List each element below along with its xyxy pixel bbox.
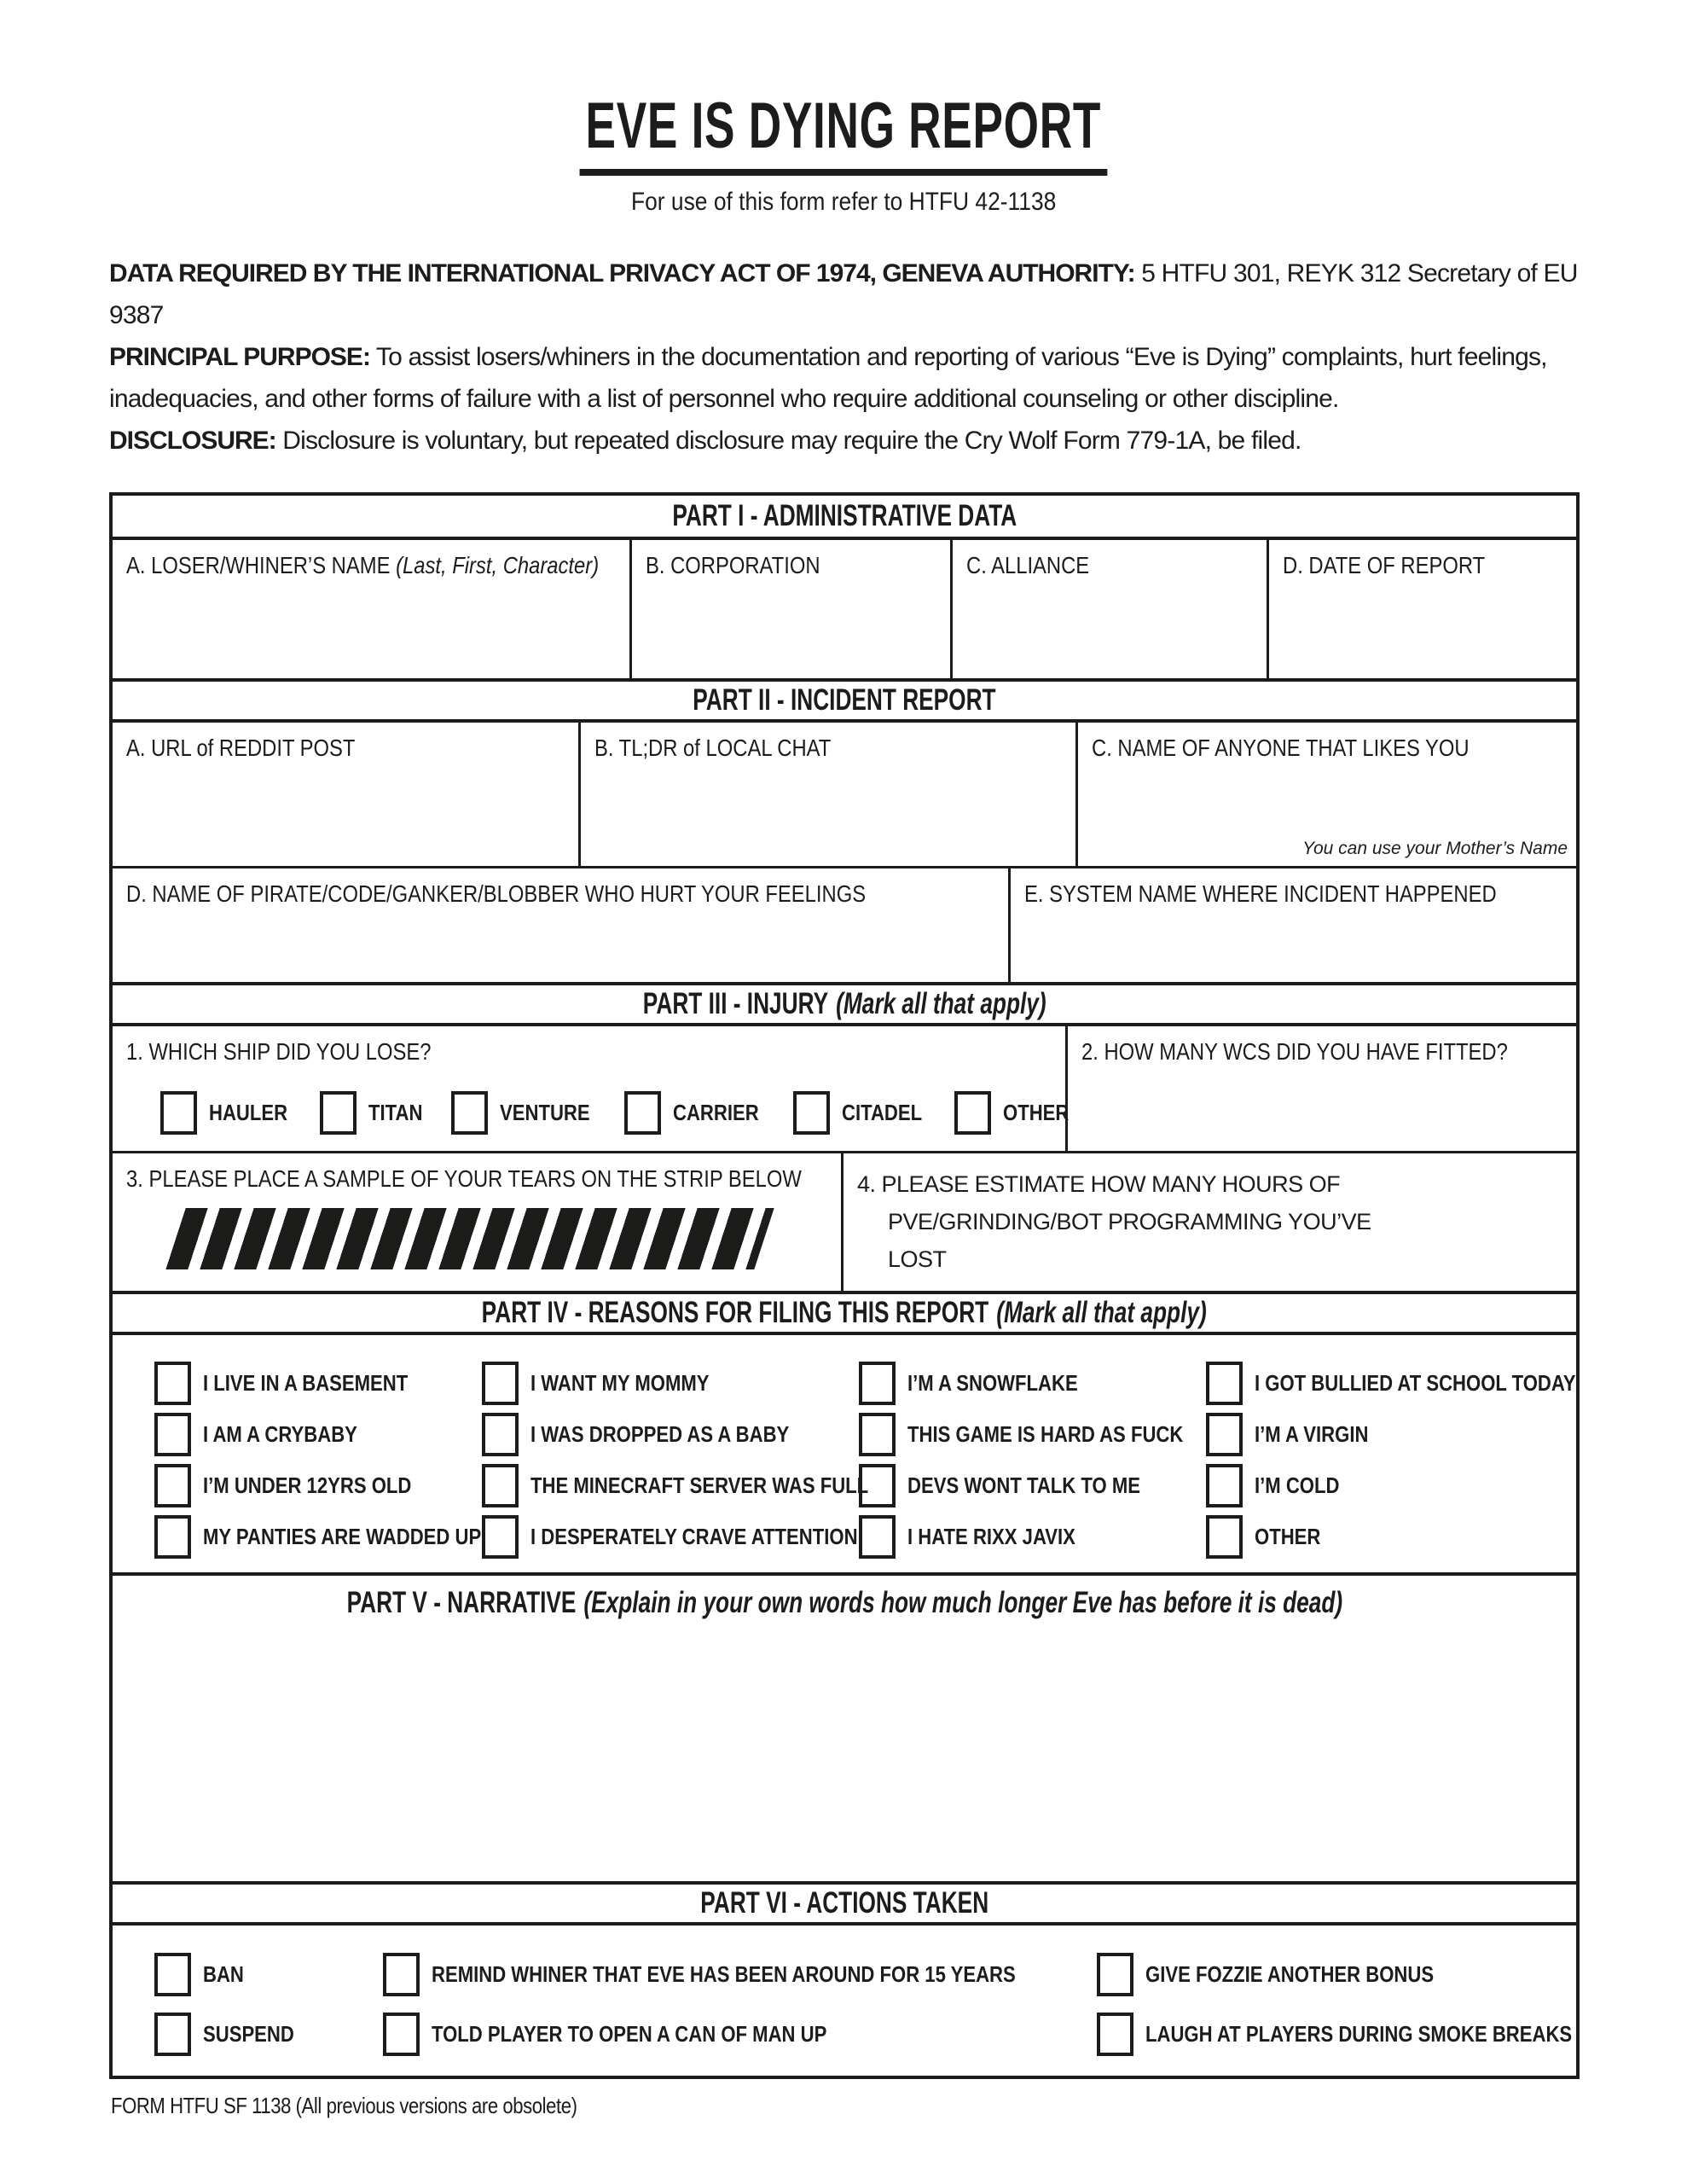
checkbox-live-in-basement[interactable] <box>154 1362 191 1405</box>
checkbox-crave-attention[interactable] <box>482 1515 519 1559</box>
part1-header: PART I - ADMINISTRATIVE DATA <box>113 496 1576 540</box>
part3-row2 <box>113 1151 1576 1291</box>
field-hours-lost[interactable]: 4. PLEASE ESTIMATE HOW MANY HOURS OF PVE/GRINDING/BOT PROGRAMMING YOU’VE LOST <box>857 1171 1371 1272</box>
reason-option: THE MINECRAFT SERVER WAS FULL <box>482 1464 859 1507</box>
checkbox-hate-rixx-javix[interactable] <box>859 1515 896 1559</box>
part2-header: PART II - INCIDENT REPORT <box>113 678 1576 723</box>
ship-options <box>126 1066 1070 1135</box>
part6-actions-grid <box>113 1926 1576 2076</box>
action-option: GIVE FOZZIE ANOTHER BONUS <box>1097 1953 1647 1996</box>
checkbox-im-a-snowflake[interactable] <box>859 1362 896 1405</box>
field-alliance[interactable]: C. ALLIANCE <box>953 540 1269 678</box>
checkbox-under-12yrs[interactable] <box>154 1464 191 1507</box>
ship-option-citadel: CITADEL <box>793 1091 936 1135</box>
checkbox-im-cold[interactable] <box>1206 1464 1243 1507</box>
ship-option-hauler: HAULER <box>160 1091 301 1135</box>
narrative-area[interactable] <box>113 1572 1576 1881</box>
action-option: BAN <box>154 1953 383 1996</box>
field-tldr-local-chat[interactable]: B. TL;DR of LOCAL CHAT <box>581 723 1078 866</box>
checkbox-carrier[interactable] <box>624 1091 661 1135</box>
action-option: LAUGH AT PLAYERS DURING SMOKE BREAKS <box>1097 2013 1647 2056</box>
checkbox-want-my-mommy[interactable] <box>482 1362 519 1405</box>
page-title: EVE IS DYING REPORT <box>580 94 1108 176</box>
reason-option: I WANT MY MOMMY <box>482 1362 859 1405</box>
checkbox-laugh-smoke-breaks[interactable] <box>1097 2013 1133 2056</box>
action-option: SUSPEND <box>154 2013 383 2056</box>
reason-option: I DESPERATELY CRAVE ATTENTION <box>482 1515 859 1559</box>
field-anyone-that-likes-you[interactable]: C. NAME OF ANYONE THAT LIKES YOU You can use your Mother’s Name <box>1092 735 1568 858</box>
part6-header: PART VI - ACTIONS TAKEN <box>113 1881 1576 1926</box>
intro-principal-purpose: PRINCIPAL PURPOSE: To assist losers/whiners in the documentation and reporting of various “Eve is Dying” complaints, hurt feelings, inadequacies, and other forms of failure with a list of personnel who require additional counseling or other discipline. <box>109 343 1547 413</box>
checkbox-ship-other[interactable] <box>954 1091 991 1135</box>
field-system-name[interactable]: E. SYSTEM NAME WHERE INCIDENT HAPPENED <box>1024 880 1497 907</box>
tear-strip <box>165 1208 774 1269</box>
part5-header: PART V - NARRATIVE (Explain in your own words how much longer Eve has before it is dead) <box>346 1586 1342 1619</box>
intro-block <box>109 253 1580 462</box>
form-footer: FORM HTFU SF 1138 (All previous versions are obsolete) <box>111 2093 577 2118</box>
tear-sample-cell: 3. PLEASE PLACE A SAMPLE OF YOUR TEARS ON THE STRIP BELOW <box>113 1153 844 1291</box>
field-loser-whiner-name-note: (Last, First, Character) <box>396 552 600 578</box>
part3-header: PART III - INJURY (Mark all that apply) <box>113 982 1576 1026</box>
ship-option-carrier: CARRIER <box>624 1091 774 1135</box>
checkbox-ban[interactable] <box>154 1953 191 1996</box>
checkbox-minecraft-server-full[interactable] <box>482 1464 519 1507</box>
checkbox-venture[interactable] <box>451 1091 488 1135</box>
checkbox-open-can-of-man-up[interactable] <box>383 2013 420 2056</box>
checkbox-game-is-hard[interactable] <box>859 1413 896 1456</box>
reason-option: I WAS DROPPED AS A BABY <box>482 1413 859 1456</box>
page-subtitle: For use of this form refer to HTFU 42-1138 <box>630 188 1057 216</box>
field-loser-whiner-name[interactable]: A. LOSER/WHINER’S NAME (Last, First, Character) <box>113 540 632 678</box>
part4-reasons-grid <box>113 1335 1576 1572</box>
reason-option: DEVS WONT TALK TO ME <box>859 1464 1206 1507</box>
part1-fields-row <box>113 540 1576 678</box>
checkbox-im-a-virgin[interactable] <box>1206 1413 1243 1456</box>
field-date-of-report[interactable]: D. DATE OF REPORT <box>1283 552 1486 578</box>
checkbox-give-fozzie-bonus[interactable] <box>1097 1953 1133 1996</box>
intro-disclosure: DISCLOSURE: Disclosure is voluntary, but repeated disclosure may require the Cry Wolf Form 779-1A, be filed. <box>109 427 1301 455</box>
ship-option-venture: VENTURE <box>451 1091 606 1135</box>
checkbox-titan[interactable] <box>320 1091 357 1135</box>
checkbox-suspend[interactable] <box>154 2013 191 2056</box>
action-option: TOLD PLAYER TO OPEN A CAN OF MAN UP <box>383 2013 1097 2056</box>
field-pirate-name[interactable]: D. NAME OF PIRATE/CODE/GANKER/BLOBBER WHO HURT YOUR FEELINGS <box>113 868 1011 982</box>
field-reddit-url[interactable]: A. URL of REDDIT POST <box>113 723 581 866</box>
checkbox-crybaby[interactable] <box>154 1413 191 1456</box>
part3-row1 <box>113 1026 1576 1151</box>
checkbox-remind-whiner-15-years[interactable] <box>383 1953 420 1996</box>
reason-option: I HATE RIXX JAVIX <box>859 1515 1206 1559</box>
reason-option: I AM A CRYBABY <box>154 1413 482 1456</box>
report-form-table <box>109 492 1580 2079</box>
field-wcs-fitted[interactable]: 2. HOW MANY WCS DID YOU HAVE FITTED? <box>1081 1038 1508 1065</box>
ship-option-titan: TITAN <box>320 1091 432 1135</box>
reason-option: OTHER <box>1206 1515 1632 1559</box>
intro-data-required: DATA REQUIRED BY THE INTERNATIONAL PRIVACY ACT OF 1974, GENEVA AUTHORITY: 5 HTFU 301, REYK 312 Secretary of EU 9387 <box>109 259 1578 329</box>
part2-row1 <box>113 723 1576 866</box>
part4-header: PART IV - REASONS FOR FILING THIS REPORT (Mark all that apply) <box>113 1291 1576 1335</box>
reason-option: I’M UNDER 12YRS OLD <box>154 1464 482 1507</box>
reason-option: MY PANTIES ARE WADDED UP <box>154 1515 482 1559</box>
reason-option: I LIVE IN A BASEMENT <box>154 1362 482 1405</box>
checkbox-hauler[interactable] <box>160 1091 197 1135</box>
ship-option-other: OTHER <box>954 1091 1081 1135</box>
reason-option: I GOT BULLIED AT SCHOOL TODAY <box>1206 1362 1632 1405</box>
reason-option: THIS GAME IS HARD AS FUCK <box>859 1413 1206 1456</box>
checkbox-citadel[interactable] <box>793 1091 830 1135</box>
field-corporation[interactable]: B. CORPORATION <box>632 540 953 678</box>
reason-option: I’M COLD <box>1206 1464 1632 1507</box>
checkbox-dropped-as-baby[interactable] <box>482 1413 519 1456</box>
mothers-name-footnote: You can use your Mother’s Name <box>1302 839 1568 858</box>
reason-option: I’M A SNOWFLAKE <box>859 1362 1206 1405</box>
question-which-ship: 1. WHICH SHIP DID YOU LOSE? HAULER TITAN VENTURE CARRIER CITADEL OTHER <box>113 1026 1068 1151</box>
action-option: REMIND WHINER THAT EVE HAS BEEN AROUND FOR 15 YEARS <box>383 1953 1097 1996</box>
checkbox-bullied-at-school[interactable] <box>1206 1362 1243 1405</box>
checkbox-panties-wadded[interactable] <box>154 1515 191 1559</box>
reason-option: I’M A VIRGIN <box>1206 1413 1632 1456</box>
checkbox-reason-other[interactable] <box>1206 1515 1243 1559</box>
part2-row2 <box>113 866 1576 982</box>
